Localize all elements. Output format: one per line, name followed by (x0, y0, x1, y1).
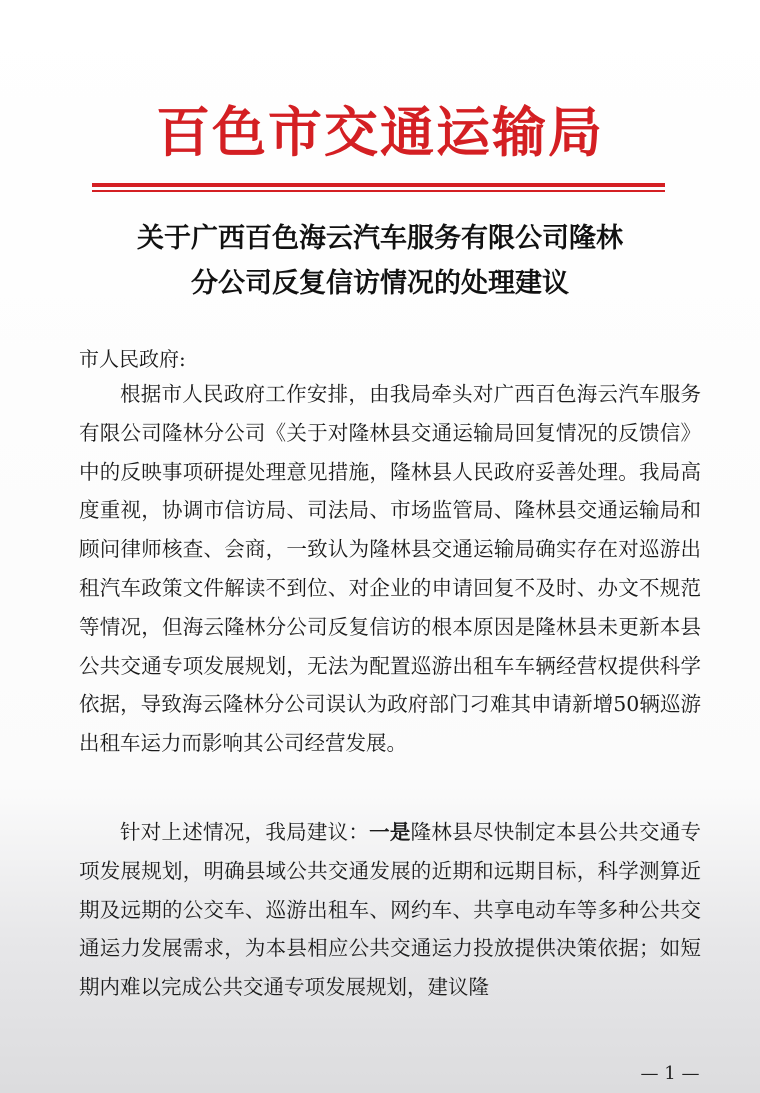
paragraph-2-rest: 隆林县尽快制定本县公共交通专项发展规划，明确县域公共交通发展的近期和远期目标，科学测算近期及远期的公交车、巡游出租车、网约车、共享电动车等多种公共交通运力发展需求，为本县相应公共交通运力投放提供决策依据；如短期内难以完成公共交通专项发展规划，建议隆 (79, 820, 702, 1000)
letterhead-rule-thick (92, 183, 665, 187)
body-paragraph-2 (79, 813, 701, 1007)
document-title (60, 216, 700, 306)
salutation: 市人民政府: (79, 347, 186, 371)
document-title-line-2: 分公司反复信访情况的处理建议 (191, 268, 569, 299)
paragraph-2-emphasis: 一是 (369, 820, 411, 844)
page-number: — 1 — (640, 1063, 700, 1084)
letterhead-title: 百色市交通运输局 (156, 101, 604, 164)
paragraph-2-lead: 针对上述情况，我局建议： (120, 820, 370, 844)
letterhead-rule-thin (92, 190, 665, 192)
body-paragraph-1: 根据市人民政府工作安排，由我局牵头对广西百色海云汽车服务有限公司隆林分公司《关于对隆林县交通运输局回复情况的反馈信》中的反映事项研提处理意见措施，隆林县人民政府妥善处理。我局高度重视，协调市信访局、司法局、市场监管局、隆林县交通运输局和顾问律师核查、会商，一致认为隆林县交通运输局确实存在对巡游出租汽车政策文件解读不到位、对企业的申请回复不及时、办文不规范等情况，但海云隆林分公司反复信访的根本原因是隆林县未更新本县公共交通专项发展规划，无法为配置巡游出租车车辆经营权提供科学依据，导致海云隆林分公司误认为政府部门刁难其申请新增50辆巡游出租车运力而影响其公司经营发展。 (79, 382, 701, 756)
document-title-line-1: 关于广西百色海云汽车服务有限公司隆林 (137, 223, 623, 254)
